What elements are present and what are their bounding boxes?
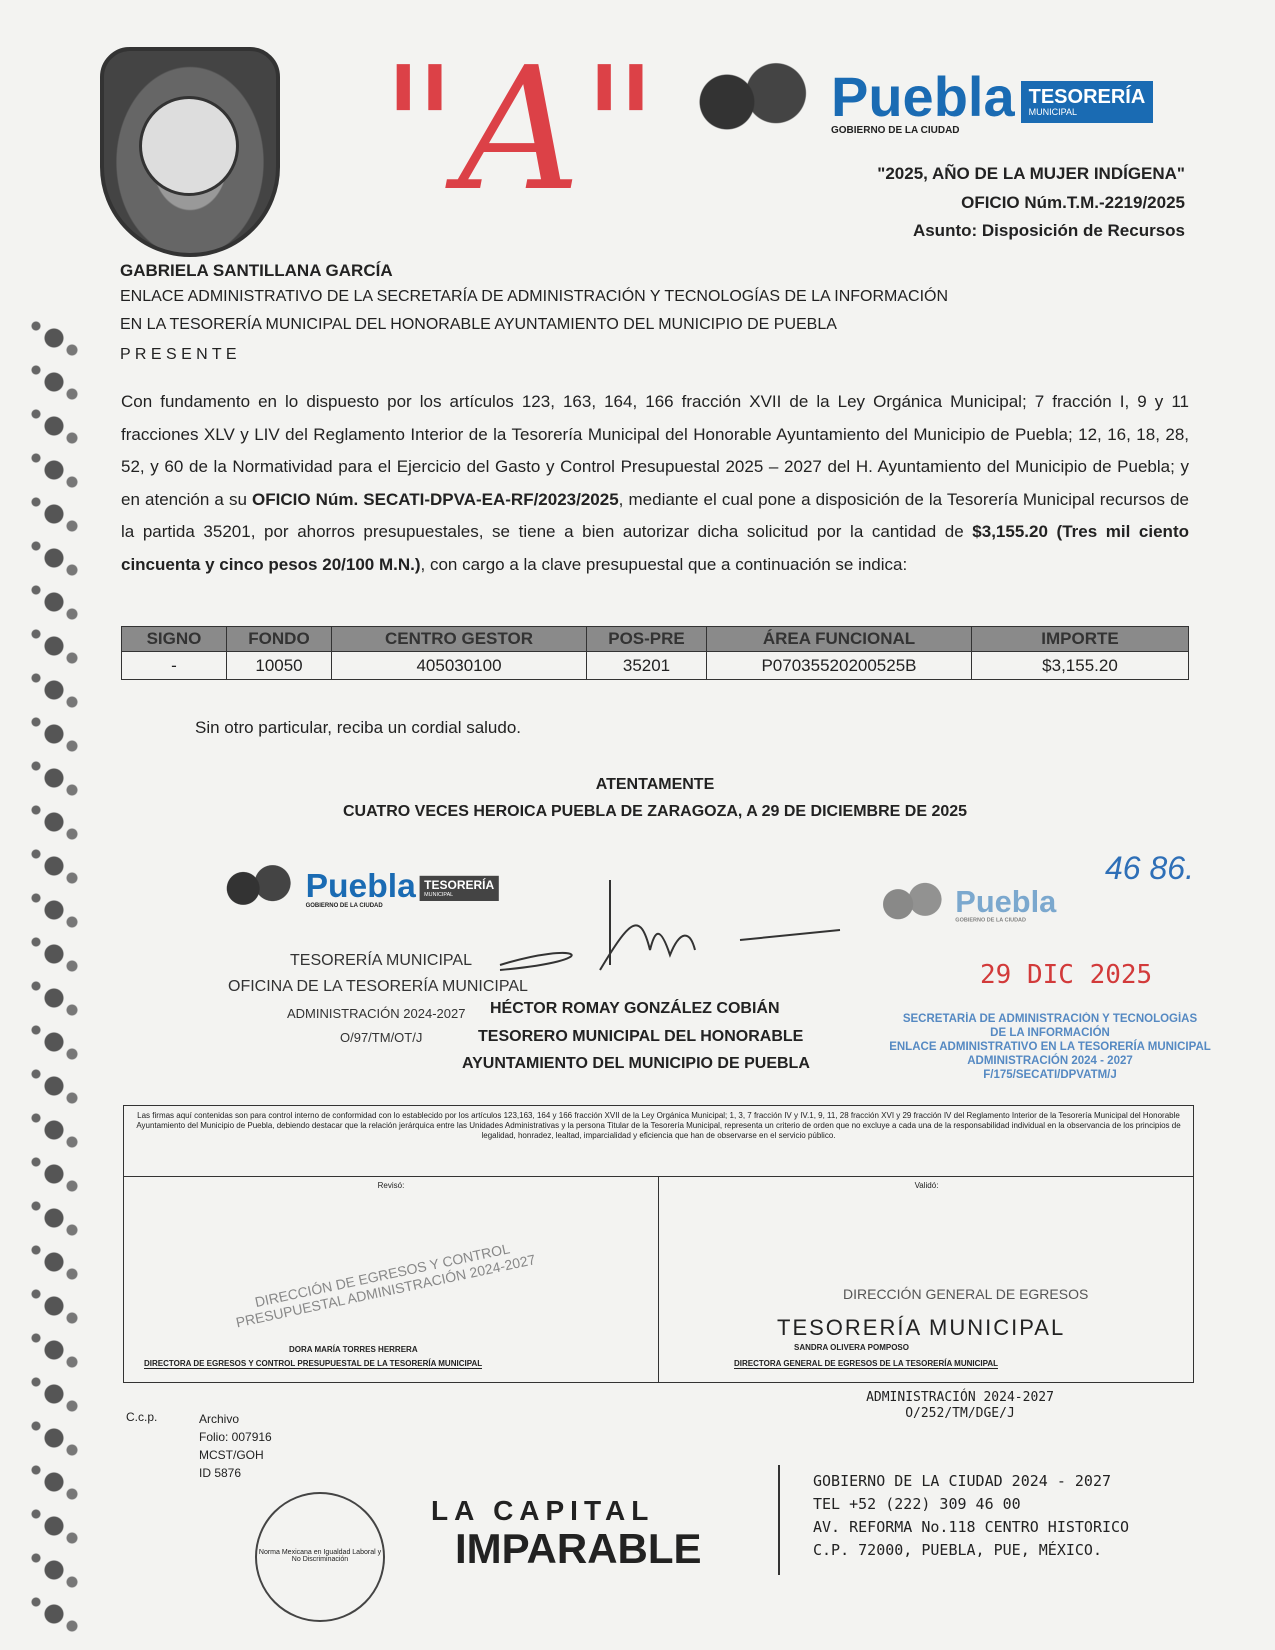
place-date: CUATRO VECES HEROICA PUEBLA DE ZARAGOZA, A 29 DE DICIEMBRE DE 2025	[342, 803, 968, 820]
logo-mark-icon	[685, 58, 825, 146]
recipient-line1: ENLACE ADMINISTRATIVO DE LA SECRETARÍA DE ADMINISTRACIÓN Y TECNOLOGÍAS DE LA INFORMACIÓN	[120, 288, 949, 305]
reviewed-label: Revisó:	[377, 1181, 405, 1190]
logo-tesoreria: TESORERÍA MUNICIPAL	[1021, 81, 1154, 123]
table-row: - 10050 405030100 35201 P07035520200525B $3,155.20	[122, 652, 1189, 680]
stamp-line: O/97/TM/OT/J	[340, 1030, 423, 1045]
received-number: 46 86.	[1105, 850, 1194, 886]
slogan-line1: LA CAPITAL	[431, 1495, 655, 1526]
recipient-name: GABRIELA SANTILLANA GARCÍA	[120, 261, 393, 280]
oficio-number: OFICIO Núm.T.M.-2219/2025	[961, 193, 1185, 212]
logo-sub: GOBIERNO DE LA CIUDAD	[831, 124, 960, 136]
received-stamp: SECRETARÍA DE ADMINISTRACIÓN Y TECNOLOGÍAS DE LA INFORMACIÓN ENLACE ADMINISTRATIVO EN LA TESORERÍA MUNICIPAL ADMINISTRACIÓN 2024 - 2027 F/175/SECATI/DPVATM/J	[889, 1013, 1211, 1081]
signer-title1: TESORERO MUNICIPAL DEL HONORABLE	[478, 1028, 804, 1045]
city-seal	[100, 47, 280, 257]
logo-word: Puebla	[831, 64, 1015, 128]
norma-seal: Norma Mexicana en Igualdad Laboral y No Discriminación	[255, 1492, 385, 1622]
validator-name: SANDRA OLIVERA POMPOSO	[794, 1343, 909, 1352]
validated-label: Validó:	[914, 1181, 939, 1190]
validator-title: DIRECTORA GENERAL DE EGRESOS DE LA TESORERÍA MUNICIPAL	[734, 1359, 999, 1368]
closing: Sin otro particular, reciba un cordial saludo.	[195, 718, 522, 737]
stamp-line: DIRECCIÓN GENERAL DE EGRESOS	[843, 1286, 1089, 1302]
presente: P R E S E N T E	[120, 346, 237, 363]
footer-address: GOBIERNO DE LA CIUDAD 2024 - 2027 TEL +52 (222) 309 46 00 AV. REFORMA No.118 CENTRO HISTORICO C.P. 72000, PUEBLA, PUE, MÉXICO.	[813, 1472, 1130, 1559]
footer-divider	[778, 1465, 780, 1575]
received-date: 29 DIC 2025	[980, 960, 1153, 990]
motto: "2025, AÑO DE LA MUJER INDÍGENA"	[877, 164, 1185, 183]
atentamente: ATENTAMENTE	[595, 776, 715, 793]
slogan-line2: IMPARABLE	[455, 1525, 702, 1572]
approval-box	[123, 1105, 1194, 1383]
ccp-label: C.c.p.	[126, 1410, 158, 1424]
decorative-border	[24, 316, 84, 1636]
stamp-line: OFICINA DE LA TESORERÍA MUNICIPAL	[228, 978, 528, 995]
signer-name: HÉCTOR ROMAY GONZÁLEZ COBIÁN	[490, 1000, 780, 1017]
body-paragraph: Con fundamento en lo dispuesto por los artículos 123, 163, 164, 166 fracción XVII de la Ley Orgánica Municipal; 7 fracción I, 9 y 11 fracciones XLV y LIV del Reglamento Interior de la Tesorería Municipal del Honorable Ayuntamiento del Municipio de Puebla; 12, 16, 18, 28, 52, y 60 de la Normatividad para el Ejercicio del Gasto y Control Presupuestal 2025 – 2027 del H. Ayuntamiento del Municipio de Puebla; y en atención a su OFICIO Núm. SECATI-DPVA-EA-RF/2023/2025, mediante el cual pone a disposición de la Tesorería Municipal recursos de la partida 35201, por ahorros presupuestales, se tiene a bien autorizar dicha solicitud por la cantidad de $3,155.20 (Tres mil ciento cincuenta y cinco pesos 20/100 M.N.), con cargo a la clave presupuestal que a continuación se indica:	[121, 392, 1189, 574]
legal-notice: Las firmas aquí contenidas son para control interno de conformidad con lo establecido por los artículos 123,163, 164 y 166 fracción XVII de la Ley Orgánica Municipal; 1, 3, 7 fracción IV y IV.1, 9, 11, 28 fracción XVI y 29 fracción IV del Reglamento Interior de la Tesorería Municipal del Honorable Ayuntamiento del Municipio de Puebla, debiendo destacar que la relación jerárquica entre las Unidades Administrativas y la persona Titular de la Tesorería Municipal, representa un criterio de orden que no excluye a cada una de la responsabilidad individual en la observancia de los principios de legalidad, honradez, lealtad, imparcialidad y eficiencia que han de observarse en el servicio público.	[124, 1106, 1193, 1177]
validated-stamp: TESORERÍA MUNICIPAL	[777, 1315, 1066, 1340]
reviewed-column	[124, 1177, 659, 1382]
stamp-line: ADMINISTRACIÓN 2024-2027	[287, 1006, 466, 1021]
table-header: SIGNO FONDO CENTRO GESTOR POS-PRE ÁREA FUNCIONAL IMPORTE	[122, 627, 1189, 652]
ccp-list: Archivo Folio: 007916 MCST/GOH ID 5876	[199, 1412, 272, 1480]
stamp-line: TESORERÍA MUNICIPAL	[290, 952, 472, 969]
handwritten-mark: "A"	[380, 31, 660, 229]
recipient-line2: EN LA TESORERÍA MUNICIPAL DEL HONORABLE AYUNTAMIENTO DEL MUNICIPIO DE PUEBLA	[120, 316, 837, 333]
received-stamp-logo: Puebla GOBIERNO DE LA CIUDAD	[875, 880, 1056, 928]
signature	[480, 870, 880, 990]
validated-column	[659, 1177, 1194, 1382]
puebla-tesoreria-logo	[685, 58, 1153, 146]
signer-title2: AYUNTAMIENTO DEL MUNICIPIO DE PUEBLA	[462, 1055, 810, 1072]
subject: Asunto: Disposición de Recursos	[912, 221, 1185, 240]
dge-stamp: ADMINISTRACIÓN 2024-2027 O/252/TM/DGE/J	[866, 1390, 1054, 1421]
stamp-logo: Puebla GOBIERNO DE LA CIUDAD TESORERÍA MUNICIPAL	[218, 862, 499, 915]
reviewer-title: DIRECTORA DE EGRESOS Y CONTROL PRESUPUESTAL DE LA TESORERÍA MUNICIPAL	[144, 1359, 483, 1368]
reviewer-name: DORA MARÍA TORRES HERRERA	[289, 1345, 418, 1354]
reviewed-stamp: DIRECCIÓN DE EGRESOS Y CONTROL PRESUPUESTAL ADMINISTRACIÓN 2024-2027	[234, 1240, 537, 1331]
budget-table	[121, 626, 1189, 680]
